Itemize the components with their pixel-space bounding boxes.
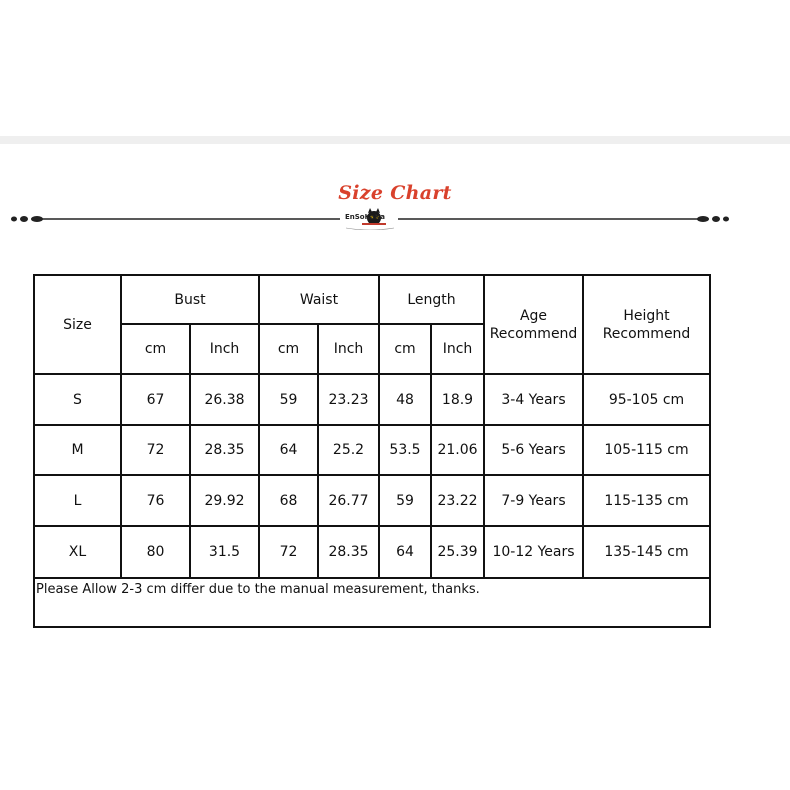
- waist-inch-cell: 23.23: [318, 374, 379, 425]
- brand-name: EnSoKaKa: [345, 213, 385, 221]
- unit-header: Inch: [431, 324, 484, 374]
- bust-cm-cell: 80: [121, 526, 190, 578]
- bust-cm-cell: 72: [121, 425, 190, 475]
- unit-header: Inch: [318, 324, 379, 374]
- length-inch-cell: 18.9: [431, 374, 484, 425]
- note-row: [34, 578, 710, 627]
- length-cm-cell: 59: [379, 475, 431, 526]
- col-header-age: Age Recommend: [484, 275, 583, 374]
- waist-cm-cell: 68: [259, 475, 318, 526]
- header-row-groups: [34, 275, 710, 324]
- waist-cm-cell: 64: [259, 425, 318, 475]
- measurement-note: Please Allow 2-3 cm differ due to the manual measurement, thanks.: [34, 578, 710, 627]
- col-header-length: Length: [379, 275, 484, 324]
- bust-inch-cell: 29.92: [190, 475, 259, 526]
- unit-header: Inch: [190, 324, 259, 374]
- size-cell: XL: [34, 526, 121, 578]
- unit-header: cm: [379, 324, 431, 374]
- age-cell: 5-6 Years: [484, 425, 583, 475]
- size-table: [33, 274, 711, 628]
- waist-cm-cell: 59: [259, 374, 318, 425]
- length-inch-cell: 25.39: [431, 526, 484, 578]
- bust-inch-cell: 31.5: [190, 526, 259, 578]
- size-cell: L: [34, 475, 121, 526]
- table-row: [34, 526, 710, 578]
- length-inch-cell: 21.06: [431, 425, 484, 475]
- size-cell: S: [34, 374, 121, 425]
- height-cell: 135-145 cm: [583, 526, 710, 578]
- bust-cm-cell: 67: [121, 374, 190, 425]
- size-chart-header: [0, 180, 790, 240]
- bust-inch-cell: 28.35: [190, 425, 259, 475]
- length-cm-cell: 64: [379, 526, 431, 578]
- height-cell: 95-105 cm: [583, 374, 710, 425]
- age-cell: 3-4 Years: [484, 374, 583, 425]
- age-cell: 7-9 Years: [484, 475, 583, 526]
- waist-inch-cell: 25.2: [318, 425, 379, 475]
- bust-cm-cell: 76: [121, 475, 190, 526]
- col-header-bust: Bust: [121, 275, 259, 324]
- top-band: [0, 136, 790, 144]
- waist-inch-cell: 26.77: [318, 475, 379, 526]
- height-cell: 115-135 cm: [583, 475, 710, 526]
- unit-header: cm: [121, 324, 190, 374]
- waist-inch-cell: 28.35: [318, 526, 379, 578]
- bust-inch-cell: 26.38: [190, 374, 259, 425]
- unit-header: cm: [259, 324, 318, 374]
- length-inch-cell: 23.22: [431, 475, 484, 526]
- length-cm-cell: 48: [379, 374, 431, 425]
- waist-cm-cell: 72: [259, 526, 318, 578]
- size-cell: M: [34, 425, 121, 475]
- page-title: Size Chart: [338, 182, 452, 204]
- table-row: [34, 475, 710, 526]
- col-header-size: Size: [34, 275, 121, 374]
- height-cell: 105-115 cm: [583, 425, 710, 475]
- table-row: [34, 425, 710, 475]
- col-header-waist: Waist: [259, 275, 379, 324]
- table-row: [34, 374, 710, 425]
- length-cm-cell: 53.5: [379, 425, 431, 475]
- col-header-height: Height Recommend: [583, 275, 710, 374]
- age-cell: 10-12 Years: [484, 526, 583, 578]
